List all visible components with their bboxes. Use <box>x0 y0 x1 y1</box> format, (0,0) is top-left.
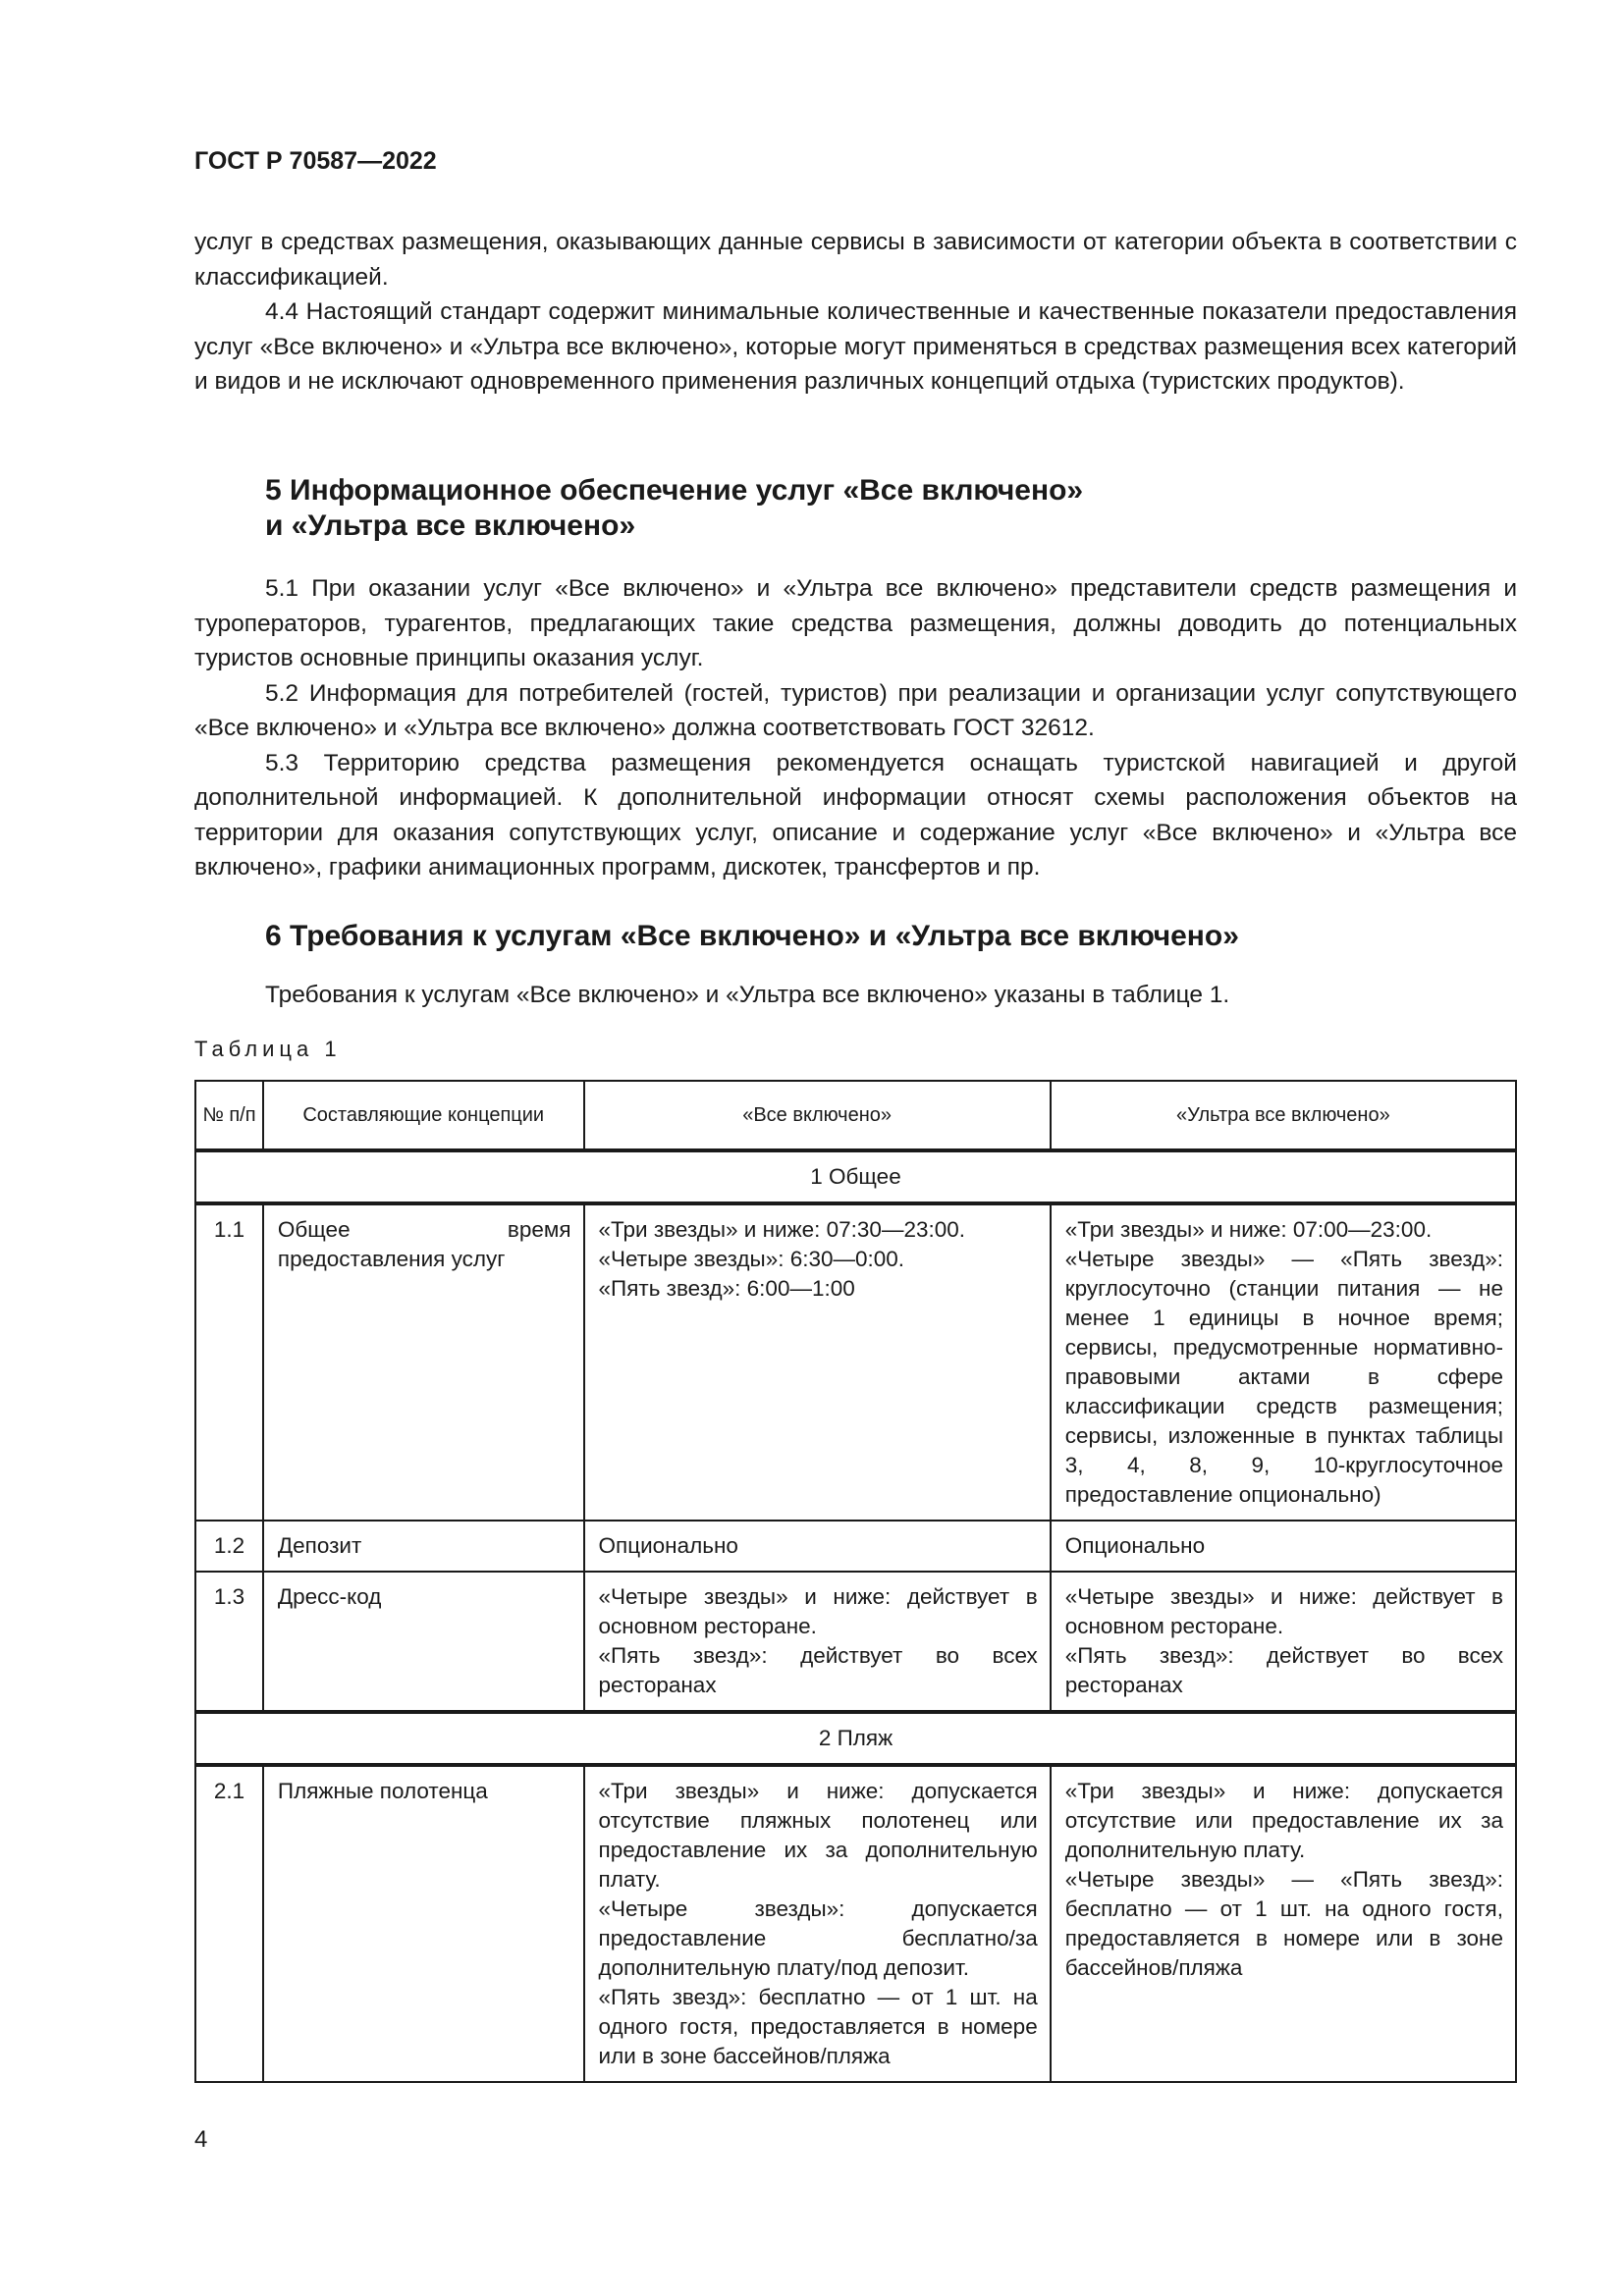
paragraph: услуг в средствах размещения, оказывающих данные сервисы в зависимости от категории объекта в соответствии с классификацией. <box>194 229 1517 291</box>
cell-paragraph: «Четыре звезды»: 6:30—0:00. <box>598 1247 905 1271</box>
requirements-table <box>194 1080 1517 2083</box>
all-inclusive-cell <box>584 1572 1051 1712</box>
section-6 <box>194 919 1517 1013</box>
ultra-cell <box>1051 1521 1516 1572</box>
cell-paragraph: «Четыре звезды» — «Пять звезд»: круглосуточно (станции питания — не менее 1 единицы в ночное время; сервисы, предусмотренные нормативно-правовыми актами в сфере классификации средств размещения; сервисы, изложенные в пунктах таблицы 3, 4, 8, 9, 10-круглосуточное предоставление опционально) <box>1064 1247 1503 1507</box>
cell-paragraph: Опционально <box>598 1533 738 1558</box>
header-component: Составляющие концепции <box>263 1081 584 1150</box>
all-inclusive-cell <box>584 1765 1051 2082</box>
cell-paragraph: «Пять звезд»: 6:00—1:00 <box>598 1276 855 1301</box>
document-id-header: ГОСТ Р 70587—2022 <box>194 147 437 175</box>
table-section-row <box>195 1712 1516 1765</box>
row-number: 1.2 <box>195 1521 263 1572</box>
table-section-row <box>195 1150 1516 1203</box>
paragraph-5-1: 5.1 При оказании услуг «Все включено» и «Ультра все включено» представители средств размещения и туроператоров, турагентов, предлагающих такие средства размещения, должны доводить до потенциальных туристов основные принципы оказания услуг. <box>194 575 1517 671</box>
cell-paragraph: «Пять звезд»: действует во всех ресторанах <box>1064 1643 1503 1697</box>
section-6-title: 6 Требования к услугам «Все включено» и «Ультра все включено» <box>265 920 1239 952</box>
table-row <box>195 1765 1516 2082</box>
header-all-inclusive: «Все включено» <box>584 1081 1051 1150</box>
paragraph-5-3: 5.3 Территорию средства размещения рекомендуется оснащать туристской навигацией и другой дополнительной информацией. К дополнительной информации относят схемы расположения объектов на территории для оказания сопутствующих услуг, описание и содержание услуг «Все включено» и «Ультра все включено», графики анимационных программ, дискотек, трансфертов и пр. <box>194 749 1517 881</box>
component-cell: Общее время предоставления услуг <box>263 1203 584 1521</box>
cell-paragraph: «Четыре звезды»: допускается предоставление бесплатно/за дополнительную плату/под депозит. <box>598 1896 1038 1980</box>
component-cell: Пляжные полотенца <box>263 1765 584 2082</box>
cell-paragraph: «Четыре звезды» — «Пять звезд»: бесплатно — от 1 шт. на одного гостя, предоставляется в номере или в зоне бассейнов/пляжа <box>1064 1867 1503 1980</box>
cell-paragraph: «Три звезды» и ниже: допускается отсутствие или предоставление их за дополнительную плату. <box>1064 1779 1503 1862</box>
component-cell: Депозит <box>263 1521 584 1572</box>
row-number: 1.3 <box>195 1572 263 1712</box>
page-number: 4 <box>194 2126 208 2153</box>
header-num: № п/п <box>195 1081 263 1150</box>
ultra-cell <box>1051 1765 1516 2082</box>
section-title: 2 Пляж <box>195 1712 1516 1765</box>
component-cell: Дресс-код <box>263 1572 584 1712</box>
header-ultra: «Ультра все включено» <box>1051 1081 1516 1150</box>
table-row <box>195 1521 1516 1572</box>
cell-paragraph: «Три звезды» и ниже: допускается отсутствие пляжных полотенец или предоставление их за дополнительную плату. <box>598 1779 1038 1892</box>
cell-paragraph: «Пять звезд»: действует во всех ресторанах <box>598 1643 1038 1697</box>
section-title: 1 Общее <box>195 1150 1516 1203</box>
cell-paragraph: «Три звезды» и ниже: 07:00—23:00. <box>1064 1217 1433 1242</box>
section-5-title-line2: и «Ультра все включено» <box>265 509 636 542</box>
section-5-title-line1: 5 Информационное обеспечение услуг «Все включено» <box>265 474 1084 507</box>
cell-paragraph: Опционально <box>1064 1533 1206 1558</box>
paragraph-6: Требования к услугам «Все включено» и «Ультра все включено» указаны в таблице 1. <box>265 982 1230 1008</box>
ultra-cell <box>1051 1203 1516 1521</box>
cell-paragraph: «Пять звезд»: бесплатно — от 1 шт. на одного гостя, предоставляется в номере или в зоне бассейнов/пляжа <box>598 1985 1038 2068</box>
table-row <box>195 1203 1516 1521</box>
ultra-cell <box>1051 1572 1516 1712</box>
table-caption: Таблица 1 <box>194 1037 342 1061</box>
cell-paragraph: «Три звезды» и ниже: 07:30—23:00. <box>598 1217 966 1242</box>
paragraph-5-2: 5.2 Информация для потребителей (гостей, туристов) при реализации и организации услуг сопутствующего «Все включено» и «Ультра все включено» должна соответствовать ГОСТ 32612. <box>194 679 1517 741</box>
paragraph-4-4: 4.4 Настоящий стандарт содержит минимальные количественные и качественные показатели предоставления услуг «Все включено» и «Ультра все включено», которые могут применяться в средствах размещения всех категорий и видов и не исключают одновременного применения различных концепций отдыха (туристских продуктов). <box>194 298 1517 395</box>
row-number: 1.1 <box>195 1203 263 1521</box>
section-5 <box>194 473 1517 885</box>
table-header-row <box>195 1081 1516 1150</box>
cell-paragraph: «Четыре звезды» и ниже: действует в основном ресторане. <box>1064 1584 1503 1638</box>
intro-block <box>194 225 1517 400</box>
table-row <box>195 1572 1516 1712</box>
row-number: 2.1 <box>195 1765 263 2082</box>
all-inclusive-cell <box>584 1521 1051 1572</box>
cell-paragraph: «Четыре звезды» и ниже: действует в основном ресторане. <box>598 1584 1038 1638</box>
all-inclusive-cell <box>584 1203 1051 1521</box>
